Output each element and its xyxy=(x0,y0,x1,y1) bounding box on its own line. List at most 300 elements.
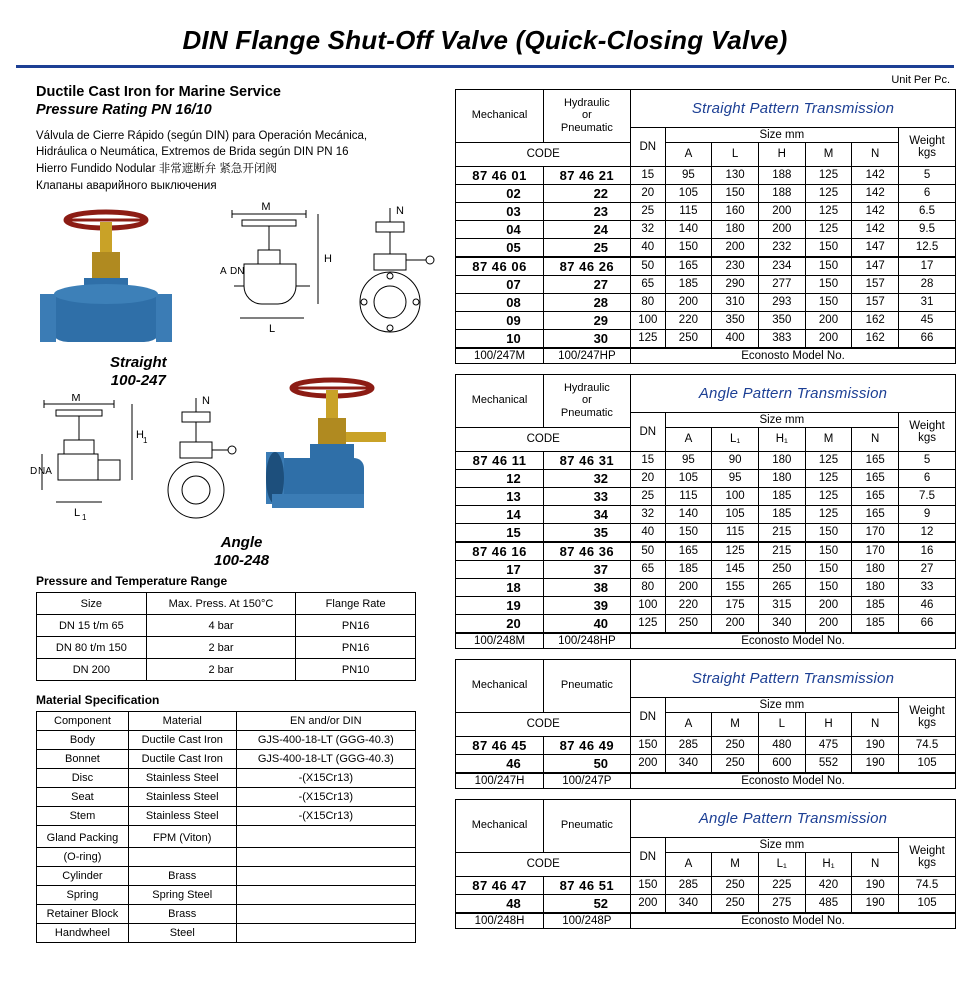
footer-model-text: Econosto Model No. xyxy=(631,773,956,789)
cell-code-secondary: 52 xyxy=(543,894,630,913)
cell-size-4: 125 xyxy=(805,505,852,523)
table-row xyxy=(37,659,416,681)
cell-size-5: 157 xyxy=(852,275,899,293)
cell-code-mechanical: 18 xyxy=(456,578,543,596)
cell-size-5: 142 xyxy=(852,166,899,184)
table-row xyxy=(456,220,956,238)
table-row xyxy=(456,523,956,542)
cell-size-1: 340 xyxy=(665,894,712,913)
straight-dimension-drawing xyxy=(214,202,334,352)
cell-size-4: 150 xyxy=(805,293,852,311)
cell-size-2: 200 xyxy=(712,238,759,257)
cell-size-3: 480 xyxy=(758,736,805,754)
cell-size-3: 232 xyxy=(758,238,805,257)
cell-code-secondary: 27 xyxy=(543,275,630,293)
cell-component: Cylinder xyxy=(37,867,129,886)
cell-standard xyxy=(236,924,415,943)
cell-size-4: 200 xyxy=(805,329,852,348)
cell-dn: 150 xyxy=(631,876,666,894)
header-size-3: L xyxy=(758,712,805,736)
cell-component: Bonnet xyxy=(37,750,129,769)
cell-size-1: 140 xyxy=(665,220,712,238)
header-dn: DN xyxy=(631,837,666,876)
cell-code-secondary: 23 xyxy=(543,202,630,220)
cell-dn: 125 xyxy=(631,614,666,633)
header-code: CODE xyxy=(456,142,631,166)
angle-valve-image xyxy=(246,372,436,532)
table-row xyxy=(456,596,956,614)
header-size-4: H₁ xyxy=(805,852,852,876)
caption-straight-line2: 100-247 xyxy=(110,371,166,389)
header-size-3: H xyxy=(758,142,805,166)
cell-size-1: 165 xyxy=(665,257,712,276)
cell-size-4: 485 xyxy=(805,894,852,913)
cell-weight: 17 xyxy=(899,257,956,276)
cell-size-5: 190 xyxy=(852,754,899,773)
table-row xyxy=(37,905,416,924)
material-specification-table xyxy=(36,711,416,943)
header-size-2: M xyxy=(712,852,759,876)
header-weight: Weight kgs xyxy=(899,837,956,876)
svg-text:L: L xyxy=(74,507,81,520)
caption-straight xyxy=(110,354,167,389)
header-code: CODE xyxy=(456,852,631,876)
cell-size-4: 150 xyxy=(805,238,852,257)
footer-model-mechanical: 100/248M xyxy=(456,633,543,649)
cell-dn: 100 xyxy=(631,596,666,614)
cell-weight: 45 xyxy=(899,311,956,329)
cell-size-5: 165 xyxy=(852,487,899,505)
cell-size-2: 230 xyxy=(712,257,759,276)
cell-weight: 33 xyxy=(899,578,956,596)
cell-material: Stainless Steel xyxy=(128,807,236,826)
cell-code-mechanical: 08 xyxy=(456,293,543,311)
cell-code-secondary: 87 46 31 xyxy=(543,451,630,469)
cell-standard: GJS-400-18-LT (GGG-40.3) xyxy=(236,731,415,750)
table-row xyxy=(456,311,956,329)
table-row xyxy=(456,202,956,220)
unit-per-label: Unit Per Pc. xyxy=(891,73,950,86)
cell-size-5: 185 xyxy=(852,596,899,614)
cell-code-secondary: 28 xyxy=(543,293,630,311)
cell-component: Seat xyxy=(37,788,129,807)
cell-size-1: 95 xyxy=(665,166,712,184)
cell-code-mechanical: 87 46 11 xyxy=(456,451,543,469)
svg-text:L: L xyxy=(268,323,276,336)
cell-size-2: 350 xyxy=(712,311,759,329)
footer-model-mechanical: 100/248H xyxy=(456,913,543,929)
footer-model-secondary: 100/247HP xyxy=(543,348,630,364)
pressure-col-maxpress: Max. Press. At 150°C xyxy=(146,593,296,615)
cell-size-1: 220 xyxy=(665,311,712,329)
cell-size-5: 142 xyxy=(852,184,899,202)
cell-size-1: 105 xyxy=(665,184,712,202)
cell-size-5: 190 xyxy=(852,876,899,894)
cell-flange: PN16 xyxy=(296,637,416,659)
cell-size-5: 180 xyxy=(852,578,899,596)
header-size-5: N xyxy=(852,852,899,876)
header-secondary: Hydraulic or Pneumatic xyxy=(543,89,630,142)
table-header-row xyxy=(456,852,956,876)
cell-size-2: 310 xyxy=(712,293,759,311)
angle-dimension-drawing xyxy=(28,394,148,534)
table-header-row xyxy=(37,712,416,731)
cell-size-4: 150 xyxy=(805,523,852,542)
svg-text:H: H xyxy=(324,253,332,266)
table-row xyxy=(456,469,956,487)
svg-text:H: H xyxy=(136,429,144,442)
cell-size-4: 200 xyxy=(805,311,852,329)
header-dn: DN xyxy=(631,697,666,736)
table-row xyxy=(456,238,956,257)
cell-size-1: 250 xyxy=(665,614,712,633)
cell-size-3: 350 xyxy=(758,311,805,329)
pattern-title: Straight Pattern Transmission xyxy=(631,89,956,127)
cell-standard: GJS-400-18-LT (GGG-40.3) xyxy=(236,750,415,769)
cell-code-mechanical: 87 46 01 xyxy=(456,166,543,184)
cell-size-5: 142 xyxy=(852,220,899,238)
cell-size-2: 250 xyxy=(712,736,759,754)
header-weight: Weight kgs xyxy=(899,127,956,166)
cell-code-secondary: 50 xyxy=(543,754,630,773)
table-row xyxy=(456,736,956,754)
cell-size-4: 150 xyxy=(805,560,852,578)
desc-line-4: Клапаны аварийного выключения xyxy=(36,179,217,192)
svg-text:NA: NA xyxy=(38,466,52,478)
cell-maxpress: 2 bar xyxy=(146,637,296,659)
table-header-row xyxy=(37,593,416,615)
table-row xyxy=(37,769,416,788)
cell-dn: 40 xyxy=(631,238,666,257)
cell-dn: 32 xyxy=(631,505,666,523)
header-secondary: Pneumatic xyxy=(543,799,630,852)
cell-weight: 16 xyxy=(899,542,956,561)
pattern-title: Straight Pattern Transmission xyxy=(631,659,956,697)
cell-dn: 15 xyxy=(631,166,666,184)
subtitle-pressure-rating: Pressure Rating PN 16/10 xyxy=(36,101,212,118)
header-size-5: N xyxy=(852,427,899,451)
cell-code-secondary: 35 xyxy=(543,523,630,542)
page-title: DIN Flange Shut-Off Valve (Quick-Closing Valve) xyxy=(182,25,788,55)
footer-model-text: Econosto Model No. xyxy=(631,633,956,649)
cell-size-5: 165 xyxy=(852,505,899,523)
cell-size-1: 285 xyxy=(665,736,712,754)
cell-size-5: 180 xyxy=(852,560,899,578)
cell-code-secondary: 22 xyxy=(543,184,630,202)
cell-size-4: 200 xyxy=(805,614,852,633)
cell-size-3: 188 xyxy=(758,184,805,202)
table-row xyxy=(37,750,416,769)
table-row xyxy=(456,166,956,184)
cell-size-5: 157 xyxy=(852,293,899,311)
header-code: CODE xyxy=(456,712,631,736)
cell-code-secondary: 40 xyxy=(543,614,630,633)
cell-size-4: 150 xyxy=(805,542,852,561)
table-row xyxy=(37,886,416,905)
cell-material: Spring Steel xyxy=(128,886,236,905)
valve-illustrations xyxy=(14,196,445,569)
cell-code-mechanical: 13 xyxy=(456,487,543,505)
cell-dn: 125 xyxy=(631,329,666,348)
cell-flange: PN10 xyxy=(296,659,416,681)
cell-size-5: 165 xyxy=(852,451,899,469)
cell-dn: 200 xyxy=(631,754,666,773)
cell-component: Stem xyxy=(37,807,129,826)
cell-size-2: 95 xyxy=(712,469,759,487)
header-weight: Weight kgs xyxy=(899,697,956,736)
table-row xyxy=(456,257,956,276)
table-row xyxy=(37,807,416,826)
cell-size-2: 90 xyxy=(712,451,759,469)
cell-size-2: 250 xyxy=(712,754,759,773)
cell-code-mechanical: 46 xyxy=(456,754,543,773)
cell-size-1: 115 xyxy=(665,202,712,220)
cell-dn: 100 xyxy=(631,311,666,329)
svg-text:1: 1 xyxy=(143,436,148,446)
cell-size: DN 15 t/m 65 xyxy=(37,615,147,637)
table-row xyxy=(456,275,956,293)
cell-standard xyxy=(236,848,415,867)
caption-angle-line1: Angle xyxy=(220,534,263,552)
cell-code-mechanical: 87 46 45 xyxy=(456,736,543,754)
cell-standard xyxy=(236,905,415,924)
desc-line-1: Válvula de Cierre Rápido (según DIN) para Operación Mecánica, xyxy=(36,129,368,142)
footer-model-mechanical: 100/247M xyxy=(456,348,543,364)
cell-material: Ductile Cast Iron xyxy=(128,750,236,769)
cell-weight: 12.5 xyxy=(899,238,956,257)
cell-material xyxy=(128,848,236,867)
cell-size-1: 140 xyxy=(665,505,712,523)
cell-size-1: 200 xyxy=(665,293,712,311)
cell-standard: -(X15Cr13) xyxy=(236,788,415,807)
cell-standard: -(X15Cr13) xyxy=(236,807,415,826)
cell-maxpress: 4 bar xyxy=(146,615,296,637)
table-row xyxy=(456,754,956,773)
cell-size-4: 150 xyxy=(805,257,852,276)
cell-size-5: 162 xyxy=(852,311,899,329)
cell-weight: 7.5 xyxy=(899,487,956,505)
header-size-4: H xyxy=(805,712,852,736)
cell-size-2: 400 xyxy=(712,329,759,348)
spec-table-angle-pattern-1 xyxy=(455,374,956,649)
cell-size-3: 315 xyxy=(758,596,805,614)
svg-text:N: N xyxy=(202,395,210,408)
cell-size-5: 147 xyxy=(852,257,899,276)
cell-weight: 6.5 xyxy=(899,202,956,220)
cell-code-secondary: 34 xyxy=(543,505,630,523)
cell-code-secondary: 29 xyxy=(543,311,630,329)
table-row xyxy=(37,826,416,848)
footer-model-secondary: 100/247P xyxy=(543,773,630,789)
header-size: Size mm xyxy=(665,412,899,427)
cell-dn: 20 xyxy=(631,469,666,487)
cell-weight: 74.5 xyxy=(899,876,956,894)
caption-straight-line1: Straight xyxy=(110,354,167,372)
cell-code-secondary: 39 xyxy=(543,596,630,614)
cell-component: Body xyxy=(37,731,129,750)
cell-size-1: 150 xyxy=(665,523,712,542)
cell-code-mechanical: 03 xyxy=(456,202,543,220)
header-mechanical: Mechanical xyxy=(456,89,543,142)
cell-size-5: 185 xyxy=(852,614,899,633)
cell-size-4: 125 xyxy=(805,202,852,220)
table-row xyxy=(37,731,416,750)
footer-model-text: Econosto Model No. xyxy=(631,348,956,364)
table-header-row xyxy=(456,712,956,736)
cell-standard xyxy=(236,867,415,886)
material-col-standard: EN and/or DIN xyxy=(236,712,415,731)
header-size-2: L₁ xyxy=(712,427,759,451)
table-row xyxy=(456,894,956,913)
svg-text:N: N xyxy=(396,205,404,218)
table-row xyxy=(456,293,956,311)
header-size-5: N xyxy=(852,712,899,736)
cell-material: FPM (Viton) xyxy=(128,826,236,848)
cell-code-mechanical: 09 xyxy=(456,311,543,329)
cell-code-secondary: 87 46 51 xyxy=(543,876,630,894)
footer-model-secondary: 100/248P xyxy=(543,913,630,929)
cell-material: Steel xyxy=(128,924,236,943)
cell-size-2: 150 xyxy=(712,184,759,202)
cell-size-3: 180 xyxy=(758,469,805,487)
svg-text:A: A xyxy=(220,266,227,278)
table-row xyxy=(37,848,416,867)
cell-size-2: 125 xyxy=(712,542,759,561)
table-row xyxy=(456,184,956,202)
caption-angle xyxy=(214,534,269,569)
header-size-1: A xyxy=(665,427,712,451)
cell-size-2: 105 xyxy=(712,505,759,523)
table-row xyxy=(456,505,956,523)
cell-weight: 9 xyxy=(899,505,956,523)
cell-size-3: 383 xyxy=(758,329,805,348)
cell-material: Brass xyxy=(128,905,236,924)
cell-code-secondary: 24 xyxy=(543,220,630,238)
footer-model-secondary: 100/248HP xyxy=(543,633,630,649)
table-row xyxy=(37,788,416,807)
header-size-2: L xyxy=(712,142,759,166)
cell-weight: 28 xyxy=(899,275,956,293)
cell-maxpress: 2 bar xyxy=(146,659,296,681)
svg-text:DN: DN xyxy=(230,266,245,278)
table-header-row xyxy=(456,799,956,837)
cell-size-2: 290 xyxy=(712,275,759,293)
cell-size-4: 125 xyxy=(805,184,852,202)
cell-code-mechanical: 17 xyxy=(456,560,543,578)
cell-size-4: 125 xyxy=(805,487,852,505)
cell-size: DN 200 xyxy=(37,659,147,681)
cell-size-3: 275 xyxy=(758,894,805,913)
cell-code-secondary: 30 xyxy=(543,329,630,348)
cell-weight: 66 xyxy=(899,614,956,633)
cell-size-4: 150 xyxy=(805,578,852,596)
cell-size-3: 200 xyxy=(758,202,805,220)
cell-size-2: 250 xyxy=(712,894,759,913)
cell-dn: 50 xyxy=(631,542,666,561)
cell-code-secondary: 87 46 36 xyxy=(543,542,630,561)
cell-weight: 105 xyxy=(899,894,956,913)
cell-size-4: 125 xyxy=(805,469,852,487)
cell-size-2: 200 xyxy=(712,614,759,633)
title-block xyxy=(14,26,956,68)
pressure-col-size: Size xyxy=(37,593,147,615)
cell-code-mechanical: 07 xyxy=(456,275,543,293)
spec-table-straight-pattern-2 xyxy=(455,659,956,789)
cell-dn: 80 xyxy=(631,293,666,311)
table-header-row xyxy=(456,142,956,166)
cell-size-2: 250 xyxy=(712,876,759,894)
cell-size-3: 185 xyxy=(758,505,805,523)
caption-angle-line2: 100-248 xyxy=(214,551,270,569)
cell-code-secondary: 37 xyxy=(543,560,630,578)
cell-size-3: 225 xyxy=(758,876,805,894)
table-row xyxy=(37,615,416,637)
cell-weight: 31 xyxy=(899,293,956,311)
desc-line-2: Hidráulica o Neumática, Extremos de Brida según DIN PN 16 xyxy=(36,146,349,159)
cell-code-mechanical: 20 xyxy=(456,614,543,633)
cell-size-2: 180 xyxy=(712,220,759,238)
multilingual-description xyxy=(36,128,445,195)
svg-text:D: D xyxy=(30,466,38,478)
cell-material: Stainless Steel xyxy=(128,788,236,807)
table-footer-row xyxy=(456,348,956,364)
table-row xyxy=(456,451,956,469)
header-code: CODE xyxy=(456,427,631,451)
cell-size-3: 180 xyxy=(758,451,805,469)
cell-code-secondary: 87 46 49 xyxy=(543,736,630,754)
footer-model-mechanical: 100/247H xyxy=(456,773,543,789)
desc-line-3: Hierro Fundido Nodular 非常遮断弁 紧急开闭阀 xyxy=(36,162,277,175)
pressure-section-title: Pressure and Temperature Range xyxy=(36,574,228,589)
cell-code-mechanical: 15 xyxy=(456,523,543,542)
cell-size-1: 95 xyxy=(665,451,712,469)
cell-dn: 150 xyxy=(631,736,666,754)
cell-size-5: 170 xyxy=(852,523,899,542)
header-mechanical: Mechanical xyxy=(456,659,543,712)
cell-size-2: 160 xyxy=(712,202,759,220)
cell-size-2: 100 xyxy=(712,487,759,505)
right-column xyxy=(455,74,956,944)
subtitle-material: Ductile Cast Iron for Marine Service xyxy=(36,83,281,100)
spec-table-straight-pattern-1 xyxy=(455,89,956,364)
cell-size-2: 155 xyxy=(712,578,759,596)
cell-size-2: 175 xyxy=(712,596,759,614)
cell-size-4: 125 xyxy=(805,451,852,469)
angle-section-drawing xyxy=(150,394,240,534)
cell-size-4: 420 xyxy=(805,876,852,894)
header-size-4: M xyxy=(805,427,852,451)
cell-component: (O-ring) xyxy=(37,848,129,867)
spec-table-angle-pattern-2 xyxy=(455,799,956,929)
cell-weight: 46 xyxy=(899,596,956,614)
cell-code-secondary: 25 xyxy=(543,238,630,257)
cell-component: Retainer Block xyxy=(37,905,129,924)
cell-size-3: 265 xyxy=(758,578,805,596)
header-secondary: Hydraulic or Pneumatic xyxy=(543,374,630,427)
cell-component: Disc xyxy=(37,769,129,788)
cell-dn: 25 xyxy=(631,487,666,505)
header-mechanical: Mechanical xyxy=(456,799,543,852)
table-row xyxy=(37,867,416,886)
cell-dn: 20 xyxy=(631,184,666,202)
cell-dn: 65 xyxy=(631,560,666,578)
cell-dn: 32 xyxy=(631,220,666,238)
cell-material: Ductile Cast Iron xyxy=(128,731,236,750)
header-weight: Weight kgs xyxy=(899,412,956,451)
table-row xyxy=(456,614,956,633)
pressure-temperature-table xyxy=(36,592,416,681)
header-size-3: H₁ xyxy=(758,427,805,451)
